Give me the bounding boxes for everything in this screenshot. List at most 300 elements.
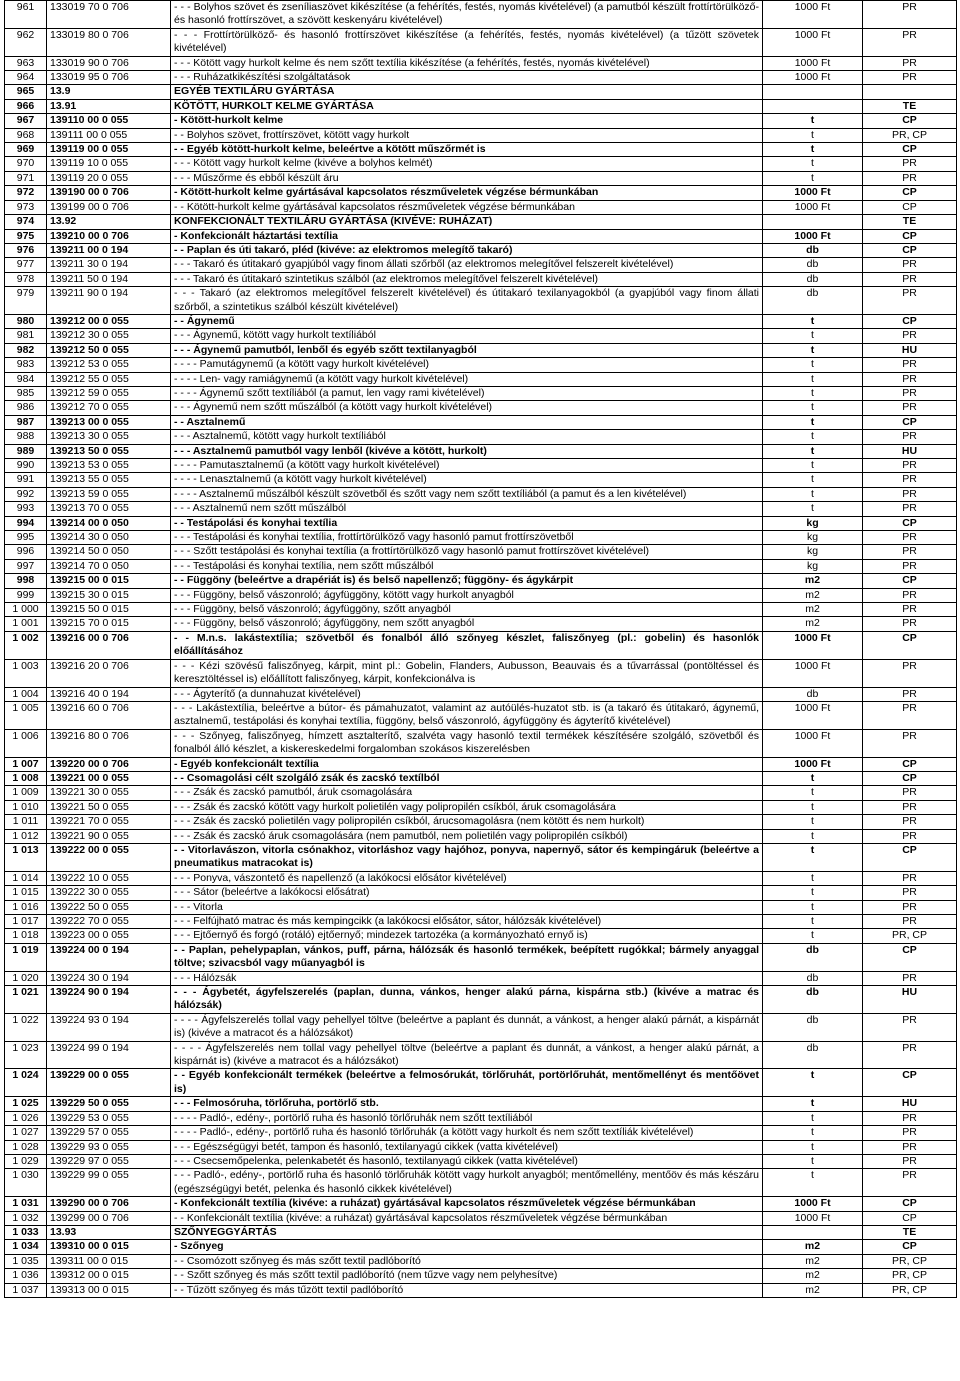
product-code-cell: 139210 00 0 706 xyxy=(47,229,171,243)
description-cell: - - Szőtt szőnyeg és más szőtt textil padlóborító (nem tűzve vagy nem pelyhesítve) xyxy=(171,1269,763,1283)
description-cell: - - - Frottírtörülköző- és hasonló frottírszövet kikészítése (a fehérítés, festés, nyomás kivételével) (a tűzött szövetek kivételével) xyxy=(171,28,763,56)
product-code-cell: 139229 50 0 055 xyxy=(47,1097,171,1111)
unit-cell: t xyxy=(763,459,863,473)
unit-cell: 1000 Ft xyxy=(763,701,863,729)
description-cell: - - - Kötött vagy hurkolt kelme és nem szőtt textília kikészítése (a fehérítés, festés, nyomás kivételével) xyxy=(171,56,763,70)
unit-cell xyxy=(763,99,863,113)
status-cell: PR xyxy=(863,1111,957,1125)
unit-cell: db xyxy=(763,258,863,272)
product-code-cell: 139229 57 0 055 xyxy=(47,1126,171,1140)
unit-cell xyxy=(763,85,863,99)
table-row xyxy=(5,900,957,914)
description-cell: KÖTÖTT, HURKOLT KELME GYÁRTÁSA xyxy=(171,99,763,113)
row-number-cell: 1 033 xyxy=(5,1225,47,1239)
product-code-cell: 139119 10 0 055 xyxy=(47,157,171,171)
unit-cell: t xyxy=(763,1069,863,1097)
status-cell: CP xyxy=(863,943,957,971)
table-row xyxy=(5,929,957,943)
row-number-cell: 991 xyxy=(5,473,47,487)
row-number-cell: 1 030 xyxy=(5,1169,47,1197)
status-cell: CP xyxy=(863,243,957,257)
status-cell: PR xyxy=(863,287,957,315)
status-cell: PR xyxy=(863,531,957,545)
product-code-cell: 139215 30 0 015 xyxy=(47,588,171,602)
product-code-cell: 133019 90 0 706 xyxy=(47,56,171,70)
table-row xyxy=(5,701,957,729)
row-number-cell: 1 037 xyxy=(5,1283,47,1297)
row-number-cell: 981 xyxy=(5,329,47,343)
unit-cell: t xyxy=(763,386,863,400)
row-number-cell: 1 022 xyxy=(5,1013,47,1041)
unit-cell: t xyxy=(763,815,863,829)
row-number-cell: 986 xyxy=(5,401,47,415)
status-cell: PR xyxy=(863,258,957,272)
unit-cell: m2 xyxy=(763,1269,863,1283)
description-cell: - - Tűzött szőnyeg és más tűzött textil padlóborító xyxy=(171,1283,763,1297)
description-cell: - - - Ágynemű pamutból, lenből és egyéb szőtt textilanyagból xyxy=(171,343,763,357)
description-cell: - - - Szőnyeg, faliszőnyeg, hímzett asztalterítő, szalvéta vagy hasonló textil termékek készítésére szolgáló, szövetből és fonalból álló készlet, a kiskereskedelmi forgalomban szokásos kiszerelésben xyxy=(171,729,763,757)
description-cell: - - Asztalnemű xyxy=(171,415,763,429)
row-number-cell: 1 036 xyxy=(5,1269,47,1283)
product-code-cell: 139222 70 0 055 xyxy=(47,915,171,929)
row-number-cell: 975 xyxy=(5,229,47,243)
unit-cell: t xyxy=(763,786,863,800)
description-cell: - - - - Lenasztalnemű (a kötött vagy hurkolt kivételével) xyxy=(171,473,763,487)
product-code-cell: 139212 55 0 055 xyxy=(47,372,171,386)
table-row xyxy=(5,128,957,142)
status-cell: PR, CP xyxy=(863,1254,957,1268)
row-number-cell: 994 xyxy=(5,516,47,530)
unit-cell: 1000 Ft xyxy=(763,631,863,659)
product-code-cell: 139229 00 0 055 xyxy=(47,1069,171,1097)
product-code-cell: 139212 70 0 055 xyxy=(47,401,171,415)
table-row xyxy=(5,473,957,487)
unit-cell: db xyxy=(763,272,863,286)
status-cell: PR xyxy=(863,430,957,444)
description-cell: - - - Asztalnemű pamutból vagy lenből (kivéve a kötött, hurkolt) xyxy=(171,444,763,458)
description-cell: - - - - Ágynemű szőtt textíliából (a pamut, len vagy rami kivételével) xyxy=(171,386,763,400)
table-row xyxy=(5,829,957,843)
description-cell: - - - Ágynemű, kötött vagy hurkolt textíliából xyxy=(171,329,763,343)
unit-cell: t xyxy=(763,900,863,914)
table-row xyxy=(5,314,957,328)
row-number-cell: 1 005 xyxy=(5,701,47,729)
unit-cell: t xyxy=(763,502,863,516)
row-number-cell: 1 002 xyxy=(5,631,47,659)
table-row xyxy=(5,171,957,185)
table-row xyxy=(5,1140,957,1154)
status-cell: PR xyxy=(863,617,957,631)
description-cell: - - - Takaró és útitakaró szintetikus szálból (az elektromos melegítővel felszerelt kivételével) xyxy=(171,272,763,286)
product-code-cell: 139222 10 0 055 xyxy=(47,871,171,885)
unit-cell: kg xyxy=(763,545,863,559)
status-cell: PR xyxy=(863,71,957,85)
row-number-cell: 980 xyxy=(5,314,47,328)
unit-cell: 1000 Ft xyxy=(763,229,863,243)
table-row xyxy=(5,71,957,85)
status-cell: CP xyxy=(863,574,957,588)
row-number-cell: 1 015 xyxy=(5,886,47,900)
row-number-cell: 967 xyxy=(5,114,47,128)
unit-cell: t xyxy=(763,800,863,814)
description-cell: - - - Ágynemű nem szőtt műszálból (a kötött vagy hurkolt kivételével) xyxy=(171,401,763,415)
unit-cell: t xyxy=(763,372,863,386)
status-cell: HU xyxy=(863,1097,957,1111)
row-number-cell: 1 023 xyxy=(5,1041,47,1069)
table-row xyxy=(5,114,957,128)
unit-cell: db xyxy=(763,287,863,315)
product-code-cell: 139213 30 0 055 xyxy=(47,430,171,444)
unit-cell: m2 xyxy=(763,617,863,631)
table-row xyxy=(5,329,957,343)
description-cell: - - Paplan, pehelypaplan, vánkos, puff, párna, hálózsák és hasonló termékek, beépített rugókkal; bármely anyaggal töltve; szivacsból vagy műanyagból is xyxy=(171,943,763,971)
product-code-cell: 13.93 xyxy=(47,1225,171,1239)
unit-cell: t xyxy=(763,771,863,785)
description-cell: - - - Ruházatkikészítési szolgáltatások xyxy=(171,71,763,85)
unit-cell: t xyxy=(763,886,863,900)
row-number-cell: 1 021 xyxy=(5,986,47,1014)
row-number-cell: 1 034 xyxy=(5,1240,47,1254)
table-row xyxy=(5,729,957,757)
table-row xyxy=(5,444,957,458)
table-row xyxy=(5,1013,957,1041)
row-number-cell: 978 xyxy=(5,272,47,286)
unit-cell: 1000 Ft xyxy=(763,1211,863,1225)
unit-cell: 1000 Ft xyxy=(763,28,863,56)
table-row xyxy=(5,1111,957,1125)
description-cell: - - M.n.s. lakástextília; szövetből és fonalból álló szőnyeg készlet, faliszőnyeg (pl.: gobelin) és hasonlók előállításához xyxy=(171,631,763,659)
description-cell: - - - - Len- vagy ramiágynemű (a kötött vagy hurkolt kivételével) xyxy=(171,372,763,386)
table-row xyxy=(5,502,957,516)
table-row xyxy=(5,430,957,444)
unit-cell: db xyxy=(763,1013,863,1041)
description-cell: - - - Bolyhos szövet és zseníliaszövet kikészítése (a fehérítés, festés, nyomás kivételével) (a pamutból készült frottírtörülköző- és hasonló frottírszövet, a szövött keskenyáru kivételével) xyxy=(171,1,763,29)
product-code-cell: 139224 99 0 194 xyxy=(47,1041,171,1069)
unit-cell: t xyxy=(763,929,863,943)
row-number-cell: 1 010 xyxy=(5,800,47,814)
row-number-cell: 1 007 xyxy=(5,757,47,771)
row-number-cell: 963 xyxy=(5,56,47,70)
status-cell: CP xyxy=(863,114,957,128)
status-cell: PR xyxy=(863,171,957,185)
table-row xyxy=(5,28,957,56)
row-number-cell: 977 xyxy=(5,258,47,272)
description-cell: - - - Ágybetét, ágyfelszerelés (paplan, dunna, vánkos, henger alakú párna, kispárna stb.) (kivéve a matrac és hálózsák) xyxy=(171,986,763,1014)
status-cell: PR xyxy=(863,701,957,729)
product-code-cell: 139216 80 0 706 xyxy=(47,729,171,757)
description-cell: - - - Zsák és zacskó polietilén vagy polipropilén csíkból, árucsomagolásra (nem kötött és nem hurkolt) xyxy=(171,815,763,829)
status-cell: PR xyxy=(863,1126,957,1140)
table-row xyxy=(5,157,957,171)
status-cell: PR xyxy=(863,487,957,501)
status-cell: CP xyxy=(863,757,957,771)
table-row xyxy=(5,588,957,602)
description-cell: - - - Függöny, belső vászonroló; ágyfüggöny, szőtt anyagból xyxy=(171,603,763,617)
status-cell: PR xyxy=(863,800,957,814)
product-code-cell: 139224 00 0 194 xyxy=(47,943,171,971)
product-code-cell: 139211 00 0 194 xyxy=(47,243,171,257)
product-code-cell: 139313 00 0 015 xyxy=(47,1283,171,1297)
status-cell: CP xyxy=(863,843,957,871)
table-row xyxy=(5,516,957,530)
table-row xyxy=(5,800,957,814)
product-code-cell: 139111 00 0 055 xyxy=(47,128,171,142)
table-row xyxy=(5,243,957,257)
unit-cell: t xyxy=(763,1154,863,1168)
row-number-cell: 1 024 xyxy=(5,1069,47,1097)
product-code-cell: 139299 00 0 706 xyxy=(47,1211,171,1225)
status-cell: PR xyxy=(863,358,957,372)
description-cell: - - - Zsák és zacskó pamutból, áruk csomagolására xyxy=(171,786,763,800)
product-code-cell: 139199 00 0 706 xyxy=(47,200,171,214)
status-cell: PR xyxy=(863,1169,957,1197)
table-row xyxy=(5,487,957,501)
description-cell: - - - Ágyterítő (a dunnahuzat kivételével) xyxy=(171,687,763,701)
status-cell: PR xyxy=(863,815,957,829)
table-row xyxy=(5,559,957,573)
table-row xyxy=(5,401,957,415)
product-code-cell: 139312 00 0 015 xyxy=(47,1269,171,1283)
row-number-cell: 1 016 xyxy=(5,900,47,914)
row-number-cell: 992 xyxy=(5,487,47,501)
unit-cell: t xyxy=(763,829,863,843)
product-code-cell: 139221 00 0 055 xyxy=(47,771,171,785)
unit-cell: 1000 Ft xyxy=(763,1,863,29)
table-row xyxy=(5,687,957,701)
product-code-cell: 13.9 xyxy=(47,85,171,99)
description-cell: - - - Takaró (az elektromos melegítővel felszerelt kivételével) és útitakaró texilanyagokból (a gyapjúból vagy finom állati szőrből, a szintetikus szálból készült kivételével) xyxy=(171,287,763,315)
product-code-cell: 139215 00 0 015 xyxy=(47,574,171,588)
description-cell: - - - Asztalnemű nem szőtt műszálból xyxy=(171,502,763,516)
status-cell: PR xyxy=(863,588,957,602)
table-row xyxy=(5,287,957,315)
product-code-cell: 139212 50 0 055 xyxy=(47,343,171,357)
description-cell: - - Egyéb konfekcionált termékek (beleértve a felmosórukát, törlőruhát, portörlőruhát, mentőmellényt és mentőövet is) xyxy=(171,1069,763,1097)
status-cell: CP xyxy=(863,1069,957,1097)
unit-cell: db xyxy=(763,243,863,257)
product-code-cell: 139221 70 0 055 xyxy=(47,815,171,829)
description-cell: - - - - Pamutágynemű (a kötött vagy hurkolt kivételével) xyxy=(171,358,763,372)
description-cell: - - Egyéb kötött-hurkolt kelme, beleértve a kötött műszőrmét is xyxy=(171,143,763,157)
status-cell: PR xyxy=(863,1154,957,1168)
description-cell: - - - Függöny, belső vászonroló; ágyfüggöny, nem szőtt anyagból xyxy=(171,617,763,631)
status-cell: PR xyxy=(863,659,957,687)
description-cell: - - Csomagolási célt szolgáló zsák és zacskó textílból xyxy=(171,771,763,785)
unit-cell: t xyxy=(763,358,863,372)
unit-cell: 1000 Ft xyxy=(763,757,863,771)
description-cell: - - - Szőtt testápolási és konyhai textília (a frottírtörülköző vagy hasonló pamut frottírszövet kivételével) xyxy=(171,545,763,559)
description-cell: - Kötött-hurkolt kelme xyxy=(171,114,763,128)
status-cell: CP xyxy=(863,143,957,157)
row-number-cell: 993 xyxy=(5,502,47,516)
table-row xyxy=(5,1126,957,1140)
unit-cell: t xyxy=(763,143,863,157)
row-number-cell: 999 xyxy=(5,588,47,602)
unit-cell: t xyxy=(763,415,863,429)
product-code-cell: 139221 50 0 055 xyxy=(47,800,171,814)
unit-cell: t xyxy=(763,915,863,929)
description-cell: - - - Függöny, belső vászonroló; ágyfüggöny, kötött vagy hurkolt anyagból xyxy=(171,588,763,602)
table-row xyxy=(5,971,957,985)
table-row xyxy=(5,771,957,785)
description-cell: - - Kötött-hurkolt kelme gyártásával kapcsolatos részműveletek végzése bérmunkában xyxy=(171,200,763,214)
status-cell: PR xyxy=(863,372,957,386)
product-code-cell: 133019 95 0 706 xyxy=(47,71,171,85)
table-row xyxy=(5,143,957,157)
unit-cell: m2 xyxy=(763,603,863,617)
row-number-cell: 995 xyxy=(5,531,47,545)
status-cell: PR xyxy=(863,915,957,929)
row-number-cell: 1 011 xyxy=(5,815,47,829)
unit-cell: t xyxy=(763,1140,863,1154)
status-cell: PR xyxy=(863,473,957,487)
unit-cell: 1000 Ft xyxy=(763,186,863,200)
unit-cell: t xyxy=(763,843,863,871)
unit-cell: 1000 Ft xyxy=(763,1197,863,1211)
row-number-cell: 982 xyxy=(5,343,47,357)
table-row xyxy=(5,1283,957,1297)
product-code-cell: 139212 00 0 055 xyxy=(47,314,171,328)
table-row xyxy=(5,459,957,473)
table-row xyxy=(5,85,957,99)
table-row xyxy=(5,99,957,113)
unit-cell: t xyxy=(763,444,863,458)
table-row xyxy=(5,200,957,214)
document-page xyxy=(4,0,956,1298)
table-row xyxy=(5,843,957,871)
row-number-cell: 1 001 xyxy=(5,617,47,631)
unit-cell: t xyxy=(763,314,863,328)
unit-cell: t xyxy=(763,1097,863,1111)
status-cell: HU xyxy=(863,444,957,458)
status-cell: PR xyxy=(863,28,957,56)
status-cell: CP xyxy=(863,631,957,659)
description-cell: - - - Takaró és útitakaró gyapjúból vagy finom állati szőrből (az elektromos melegítővel felszerelt kivételével) xyxy=(171,258,763,272)
description-cell: - - - Vitorla xyxy=(171,900,763,914)
description-cell: - - - Lakástextília, beleértve a bútor- és pámahuzatot, valamint az autóülés-huzatot stb. is (a takaró és útitakaró, ágynemű, asztalnemű, testápolási és konyhai textília, függöny, belső vászonroló, ágyfüggöny és ágyterítő kivételével) xyxy=(171,701,763,729)
status-cell: CP xyxy=(863,200,957,214)
row-number-cell: 1 019 xyxy=(5,943,47,971)
row-number-cell: 1 020 xyxy=(5,971,47,985)
unit-cell: m2 xyxy=(763,1254,863,1268)
unit-cell: db xyxy=(763,687,863,701)
unit-cell xyxy=(763,1225,863,1239)
unit-cell: t xyxy=(763,343,863,357)
description-cell: - - - Egészségügyi betét, tampon és hasonló, textilanyagú cikkek (vatta kivételével) xyxy=(171,1140,763,1154)
row-number-cell: 997 xyxy=(5,559,47,573)
unit-cell: m2 xyxy=(763,574,863,588)
status-cell: PR, CP xyxy=(863,929,957,943)
status-cell: PR xyxy=(863,971,957,985)
product-code-cell: 139223 00 0 055 xyxy=(47,929,171,943)
unit-cell: t xyxy=(763,487,863,501)
row-number-cell: 969 xyxy=(5,143,47,157)
status-cell xyxy=(863,85,957,99)
unit-cell: db xyxy=(763,943,863,971)
description-cell: - - - Sátor (beleértve a lakókocsi elősátrat) xyxy=(171,886,763,900)
unit-cell: t xyxy=(763,473,863,487)
description-cell: - - - Felmosóruha, törlőruha, portörlő stb. xyxy=(171,1097,763,1111)
product-code-cell: 139215 70 0 015 xyxy=(47,617,171,631)
description-cell: - - Paplan és úti takaró, pléd (kivéve: az elektromos melegítő takaró) xyxy=(171,243,763,257)
product-code-cell: 139119 00 0 055 xyxy=(47,143,171,157)
table-row xyxy=(5,986,957,1014)
row-number-cell: 1 006 xyxy=(5,729,47,757)
table-row xyxy=(5,272,957,286)
table-row xyxy=(5,815,957,829)
row-number-cell: 1 026 xyxy=(5,1111,47,1125)
description-cell: - - - Ponyva, vászontető és napellenző (a lakókocsi elősátor kivételével) xyxy=(171,871,763,885)
product-code-cell: 139212 30 0 055 xyxy=(47,329,171,343)
status-cell: TE xyxy=(863,99,957,113)
status-cell: PR xyxy=(863,786,957,800)
status-cell: CP xyxy=(863,314,957,328)
description-cell: - - - Kézi szövésű faliszőnyeg, kárpit, mint pl.: Gobelin, Flanders, Aubusson, Beauvais és a tűvarrással (pontöltéssel és keresztöltéssel is) előállított faliszőnyeg, kárpit, konfekcionálva is xyxy=(171,659,763,687)
row-number-cell: 989 xyxy=(5,444,47,458)
unit-cell: t xyxy=(763,401,863,415)
product-code-cell: 139229 93 0 055 xyxy=(47,1140,171,1154)
row-number-cell: 1 013 xyxy=(5,843,47,871)
product-code-cell: 139214 00 0 050 xyxy=(47,516,171,530)
table-row xyxy=(5,215,957,229)
product-code-cell: 139224 30 0 194 xyxy=(47,971,171,985)
product-code-cell: 139190 00 0 706 xyxy=(47,186,171,200)
table-row xyxy=(5,1240,957,1254)
table-row xyxy=(5,915,957,929)
row-number-cell: 1 025 xyxy=(5,1097,47,1111)
description-cell: - - - Testápolási és konyhai textília, nem szőtt műszálból xyxy=(171,559,763,573)
row-number-cell: 1 000 xyxy=(5,603,47,617)
description-cell: - - - Ejtőernyő és forgó (rotáló) ejtőernyő; mindezek tartozéka (a kormányozható ernyő is) xyxy=(171,929,763,943)
unit-cell: m2 xyxy=(763,588,863,602)
row-number-cell: 979 xyxy=(5,287,47,315)
description-cell: - - - Padló-, edény-, portörlő ruha és hasonló törlőruhák kötött vagy hurkolt anyagból; mentőmellény, mentőöv és más készáru (egészségügyi betét, pelenka és hasonló cikkek kivételével) xyxy=(171,1169,763,1197)
description-cell: - - - Testápolási és konyhai textília, frottírtörülköző vagy hasonló pamut frottírszövetből xyxy=(171,531,763,545)
description-cell: - - Testápolási és konyhai textília xyxy=(171,516,763,530)
unit-cell: db xyxy=(763,1041,863,1069)
product-code-cell: 139212 59 0 055 xyxy=(47,386,171,400)
product-code-cell: 139110 00 0 055 xyxy=(47,114,171,128)
table-row xyxy=(5,603,957,617)
row-number-cell: 1 017 xyxy=(5,915,47,929)
unit-cell: 1000 Ft xyxy=(763,71,863,85)
product-code-cell: 139229 99 0 055 xyxy=(47,1169,171,1197)
row-number-cell: 970 xyxy=(5,157,47,171)
row-number-cell: 1 003 xyxy=(5,659,47,687)
status-cell: PR xyxy=(863,502,957,516)
table-row xyxy=(5,757,957,771)
status-cell: PR xyxy=(863,401,957,415)
product-code-cell: 139211 50 0 194 xyxy=(47,272,171,286)
product-code-cell: 139222 00 0 055 xyxy=(47,843,171,871)
status-cell: PR xyxy=(863,1,957,29)
unit-cell: kg xyxy=(763,559,863,573)
status-cell: PR xyxy=(863,900,957,914)
row-number-cell: 1 031 xyxy=(5,1197,47,1211)
status-cell: TE xyxy=(863,215,957,229)
product-code-cell: 139220 00 0 706 xyxy=(47,757,171,771)
table-row xyxy=(5,258,957,272)
description-cell: - Egyéb konfekcionált textília xyxy=(171,757,763,771)
product-code-cell: 139311 00 0 015 xyxy=(47,1254,171,1268)
product-code-cell: 139290 00 0 706 xyxy=(47,1197,171,1211)
table-row xyxy=(5,386,957,400)
unit-cell: 1000 Ft xyxy=(763,729,863,757)
description-cell: - - Ágynemű xyxy=(171,314,763,328)
table-row xyxy=(5,871,957,885)
row-number-cell: 961 xyxy=(5,1,47,29)
description-cell: KONFEKCIONÁLT TEXTILÁRU GYÁRTÁSA (KIVÉVE: RUHÁZAT) xyxy=(171,215,763,229)
